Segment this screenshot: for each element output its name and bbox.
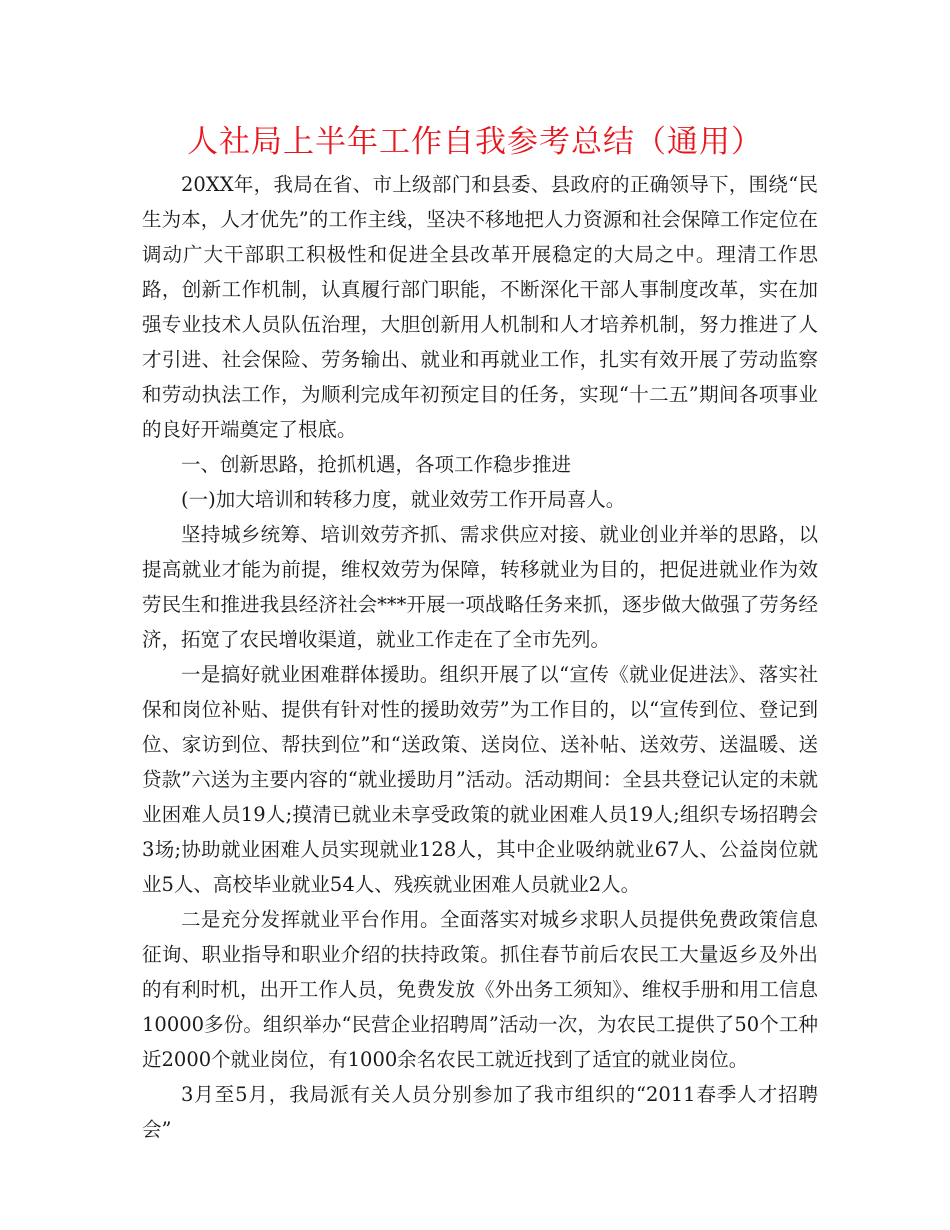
- document-body: [142, 167, 818, 1147]
- paragraph-intro: 20XX年，我局在省、市上级部门和县委、县政府的正确领导下，围绕“民生为本，人才优先”的工作主线，坚决不移地把人力资源和社会保障工作定位在调动广大干部职工积极性和促进全县改革开展稳定的大局之中。理清工作思路，创新工作机制，认真履行部门职能，不断深化干部人事制度改革，实在加强专业技术人员队伍治理，大胆创新用人机制和人才培养机制，努力推进了人才引进、社会保险、劳务输出、就业和再就业工作，扎实有效开展了劳动监察和劳动执法工作，为顺利完成年初预定目的任务，实现“十二五”期间各项事业的良好开端奠定了根底。: [142, 173, 818, 441]
- paragraph-employment-strategy: 坚持城乡统筹、培训效劳齐抓、需求供应对接、就业创业并举的思路，以提高就业才能为前提，维权效劳为保障，转移就业为目的，把促进就业作为效劳民生和推进我县经济社会***开展一项战略任务来抓，逐步做大做强了劳务经济，拓宽了农民增收渠道，就业工作走在了全市先列。: [142, 523, 818, 651]
- subsection-heading-1: (一)加大培训和转移力度，就业效劳工作开局喜人。: [181, 488, 626, 511]
- section-heading-1: 一、创新思路，抢抓机遇，各项工作稳步推进: [181, 453, 572, 476]
- paragraph-job-fair: 3月至5月，我局派有关人员分别参加了我市组织的“2011春季人才招聘会”: [142, 1083, 818, 1141]
- paragraph-employment-platform: 二是充分发挥就业平台作用。全面落实对城乡求职人员提供免费政策信息征询、职业指导和职业介绍的扶持政策。抓住春节前后农民工大量返乡及外出的有利时机，出开工作人员，免费发放《外出务工须知》、维权手册和用工信息10000多份。组织举办“民营企业招聘周”活动一次，为农民工提供了50个工种近2000个就业岗位，有1000余名农民工就近找到了适宜的就业岗位。: [142, 908, 818, 1071]
- document-title: 人社局上半年工作自我参考总结（通用）: [187, 124, 763, 160]
- paragraph-aid-difficult-groups: 一是搞好就业困难群体援助。组织开展了以“宣传《就业促进法》、落实社保和岗位补贴、提供有针对性的援助效劳”为工作目的，以“宣传到位、登记到位、家访到位、帮扶到位”和“送政策、送岗位、送补帖、送效劳、送温暖、送贷款”六送为主要内容的“就业援助月”活动。活动期间：全县共登记认定的未就业困难人员19人;摸清已就业未享受政策的就业困难人员19人;组织专场招聘会3场;协助就业困难人员实现就业128人，其中企业吸纳就业67人、公益岗位就业5人、高校毕业就业54人、残疾就业困难人员就业2人。: [142, 663, 818, 896]
